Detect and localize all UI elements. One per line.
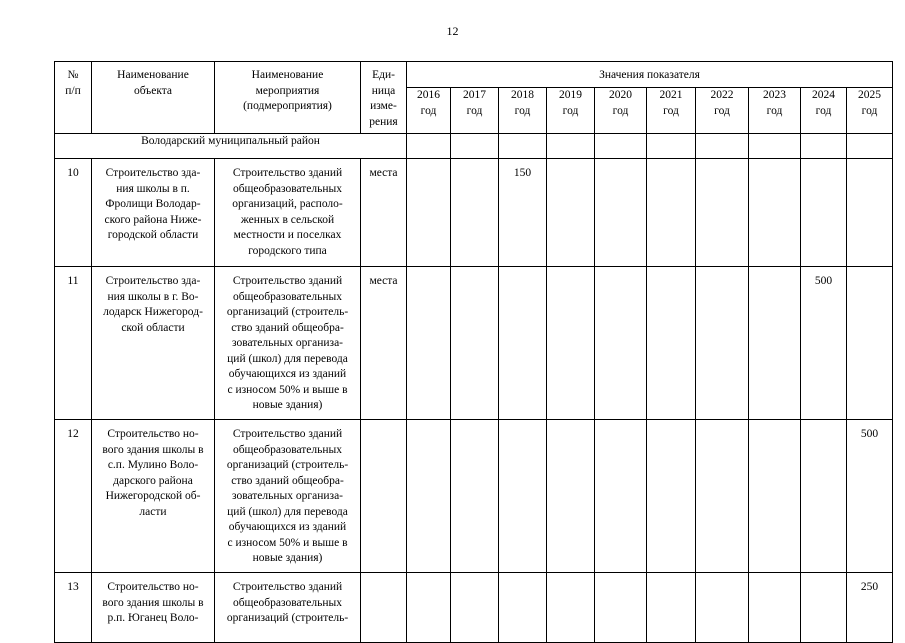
row-number: 12 [55,420,92,573]
value-cell [696,159,749,267]
value-cell [547,420,595,573]
value-cell: 150 [499,159,547,267]
value-cell [749,159,801,267]
header-row [55,62,893,88]
header-year: 2018 год [499,88,547,134]
value-cell [595,573,647,643]
object-name: Строительство но- вого здания школы в с.п. Мулино Воло- дарского района Нижегородской об- ласти [92,420,215,573]
value-cell [801,573,847,643]
value-cell [407,420,451,573]
value-cell [647,573,696,643]
header-year: 2019 год [547,88,595,134]
value-cell [647,420,696,573]
header-year: 2021 год [647,88,696,134]
event-name: Строительство зданий общеобразовательных организаций, располо- женных в сельской местности и поселках городского типа [215,159,361,267]
table-row [55,420,893,573]
row-number: 11 [55,267,92,420]
value-cell [547,573,595,643]
value-cell [801,159,847,267]
value-cell [547,159,595,267]
value-cell [801,420,847,573]
value-cell [647,267,696,420]
value-cell [499,420,547,573]
value-cell [499,573,547,643]
table-row [55,267,893,420]
header-values-title: Значения показателя [407,62,893,88]
object-name: Строительство зда- ния школы в п. Фролищи Володар- ского района Ниже- городской области [92,159,215,267]
header-year: 2020 год [595,88,647,134]
district-row [55,134,893,159]
value-cell [847,267,893,420]
header-year: 2023 год [749,88,801,134]
table-row [55,573,893,643]
table-row [55,159,893,267]
row-number: 13 [55,573,92,643]
indicator-table [54,61,893,643]
value-cell [696,420,749,573]
value-cell [451,573,499,643]
value-cell: 500 [801,267,847,420]
header-event: Наименование мероприятия (подмероприятия) [215,62,361,134]
header-year: 2022 год [696,88,749,134]
value-cell [749,420,801,573]
header-num: № п/п [55,62,92,134]
header-year: 2024 год [801,88,847,134]
district-name: Володарский муниципальный район [55,134,407,159]
event-name: Строительство зданий общеобразовательных организаций (строитель- ство зданий общеобра- зовательных организа- ций (школ) для перевода обучающихся из зданий с износом 50% и выше в новые здания) [215,267,361,420]
unit-cell: места [361,267,407,420]
value-cell [407,573,451,643]
page-number: 12 [446,24,459,38]
value-cell [451,159,499,267]
object-name: Строительство зда- ния школы в г. Во- лодарск Нижегород- ской области [92,267,215,420]
header-year: 2017 год [451,88,499,134]
value-cell: 500 [847,420,893,573]
value-cell [451,420,499,573]
value-cell [499,267,547,420]
header-object: Наименование объекта [92,62,215,134]
value-cell [749,573,801,643]
value-cell [847,159,893,267]
value-cell: 250 [847,573,893,643]
value-cell [696,573,749,643]
value-cell [595,159,647,267]
row-number: 10 [55,159,92,267]
unit-cell [361,420,407,573]
unit-cell: места [361,159,407,267]
header-year: 2016 год [407,88,451,134]
value-cell [696,267,749,420]
value-cell [407,267,451,420]
header-year: 2025 год [847,88,893,134]
value-cell [547,267,595,420]
object-name: Строительство но- вого здания школы в р.п. Юганец Воло- [92,573,215,643]
header-unit: Еди- ница изме- рения [361,62,407,134]
value-cell [595,420,647,573]
value-cell [407,159,451,267]
value-cell [647,159,696,267]
unit-cell [361,573,407,643]
value-cell [749,267,801,420]
value-cell [595,267,647,420]
event-name: Строительство зданий общеобразовательных организаций (строитель- ство зданий общеобра- зовательных организа- ций (школ) для перевода обучающихся из зданий с износом 50% и выше в новые здания) [215,420,361,573]
value-cell [451,267,499,420]
event-name: Строительство зданий общеобразовательных организаций (строитель- [215,573,361,643]
